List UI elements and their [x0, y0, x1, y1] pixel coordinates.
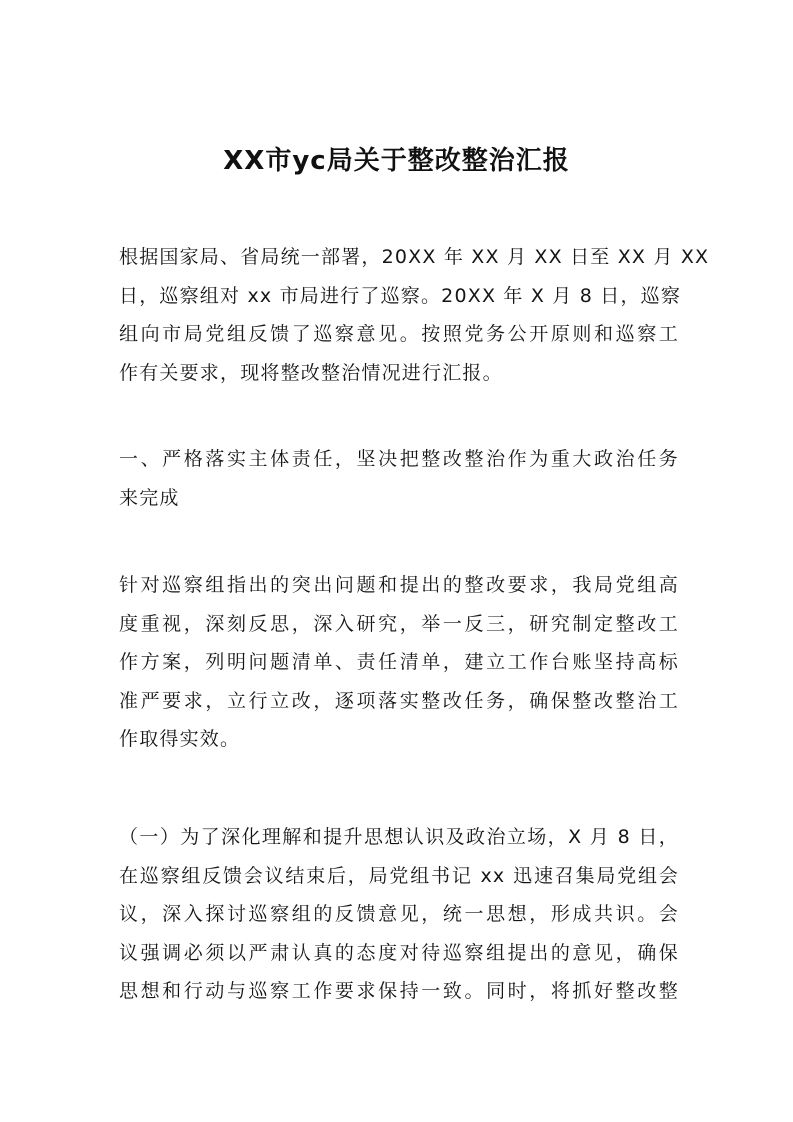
text-line: 在巡察组反馈会议结束后，局党组书记 xx 迅速召集局党组会: [119, 864, 679, 887]
text-line: （一）为了深化理解和提升思想认识及政治立场，X 月 8 日，: [119, 826, 679, 848]
paragraph-intro: [119, 238, 710, 392]
text-line: 度重视，深刻反思，深入研究，举一反三，研究制定整改工: [119, 612, 679, 635]
text-line: 作取得实效。: [119, 728, 241, 750]
section-heading-1: [119, 440, 679, 517]
paragraph-subsection-1: [119, 818, 679, 1011]
text-line: 作有关要求，现将整改整治情况进行汇报。: [119, 361, 503, 384]
text-line: 作方案，列明问题清单、责任清单，建立工作台账坚持高标: [119, 651, 679, 673]
text-line: 来完成: [119, 486, 180, 509]
text-line: 准严要求，立行立改，逐项落实整改任务，确保整改整治工: [119, 689, 679, 712]
text-line: 议，深入探讨巡察组的反馈意见，统一思想，形成共识。会: [119, 903, 679, 925]
paragraph-body-1: [119, 566, 679, 759]
text-line: 根据国家局、省局统一部署，20XX 年 XX 月 XX 日至 XX 月 XX: [119, 246, 710, 268]
text-line: 日，巡察组对 xx 市局进行了巡察。20XX 年 X 月 8 日，巡察: [119, 284, 682, 307]
text-line: 议强调必须以严肃认真的态度对待巡察组提出的意见，确保: [119, 941, 679, 964]
text-line: 思想和行动与巡察工作要求保持一致。同时，将抓好整改整: [119, 980, 679, 1002]
text-line: 针对巡察组指出的突出问题和提出的整改要求，我局党组高: [119, 574, 679, 596]
document-title: XX市yc局关于整改整治汇报: [223, 146, 570, 177]
text-line: 组向市局党组反馈了巡察意见。按照党务公开原则和巡察工: [119, 323, 679, 345]
text-line: 一、严格落实主体责任，坚决把整改整治作为重大政治任务: [119, 448, 679, 470]
